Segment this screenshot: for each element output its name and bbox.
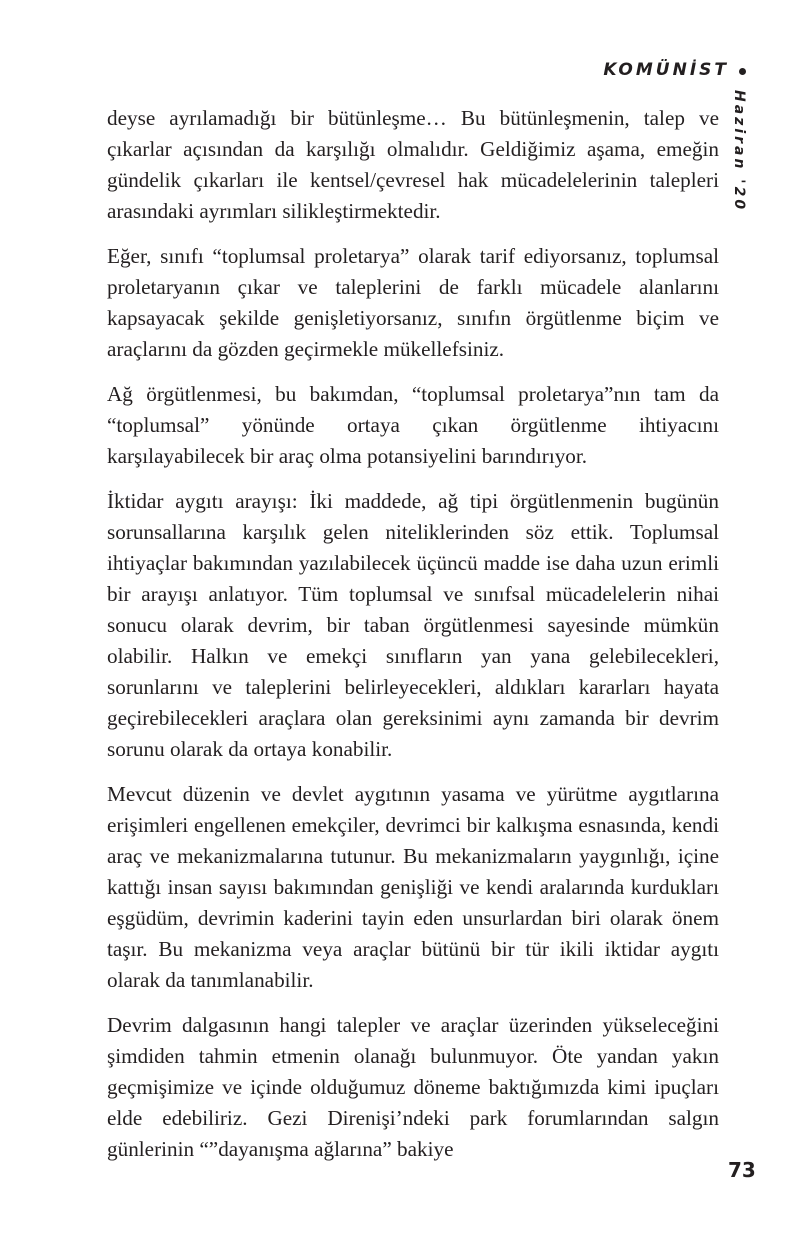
issue-label: Haziran '20 [731, 90, 747, 213]
paragraph: İktidar aygıtı arayışı: İki maddede, ağ tipi örgütlenmenin bugünün sorunsallarına karşılık gelen niteliklerinden söz ettik. Toplumsal ihtiyaçlar bakımından yazılabilecek üçüncü madde ise daha uzun erimli bir arayışı anlatıyor. Tüm toplumsal ve sınıfsal mücadelelerin nihai sonucu olarak devrim, bir taban örgütlenmesi sayesinde mümkün olabilir. Halkın ve emekçi sınıfların yan yana gelebilecekleri, sorunlarını ve taleplerini belirleyecekleri, aldıkları kararları hayata geçirebilecekleri araçlara olan gereksinimi aynı zamanda bir devrim sorunu olarak da ortaya konabilir. [107, 489, 719, 761]
paragraph: Devrim dalgasının hangi talepler ve araçlar üzerinden yükseleceğini şimdiden tahmin etmenin olanağı bulunmuyor. Öte yandan yakın geçmişimize ve içinde olduğumuz döneme baktığımızda kimi ipuçları elde edebiliriz. Gezi Direnişi’ndeki park forumlarından salgın günlerinin “”dayanışma ağlarına” bakiye [107, 1013, 719, 1161]
paragraph: deyse ayrılamadığı bir bütünleşme… Bu bütünleşmenin, talep ve çıkarlar açısından da karşılığı olmalıdır. Geldiğimiz aşama, emeğin gündelik çıkarları ile kentsel/çevresel hak mücadelelerinin talepleri arasındaki ayrımları silikleştirmektedir. [107, 106, 719, 223]
running-header [603, 60, 746, 80]
article-body [107, 103, 719, 1179]
paragraph: Eğer, sınıfı “toplumsal proletarya” olarak tarif ediyorsanız, toplumsal proletaryanın çıkar ve taleplerini de farklı mücadele alanlarını kapsayacak şekilde genişletiyorsanız, sınıfın örgütlenme biçim ve araçlarını da gözden geçirmekle mükellefsiniz. [107, 244, 719, 361]
paragraph: Ağ örgütlenmesi, bu bakımdan, “toplumsal proletarya”nın tam da “toplumsal” yönünde ortaya çıkan örgütlenme ihtiyacını karşılayabilecek bir araç olma potansiyelini barındırıyor. [107, 382, 719, 468]
page-number: 73 [728, 1158, 756, 1182]
paragraph: Mevcut düzenin ve devlet aygıtının yasama ve yürütme aygıtlarına erişimleri engellenen emekçiler, devrimci bir kalkışma esnasında, kendi araç ve mekanizmalarına tutunur. Bu mekanizmaların yaygınlığı, içine kattığı insan sayısı bakımından genişliği ve kendi aralarında kurdukları eşgüdüm, devrimin kaderini tayin eden unsurlardan biri olarak önem taşır. Bu mekanizma veya araçlar bütünü bir tür ikili iktidar aygıtı olarak da tanımlanabilir. [107, 782, 719, 992]
bullet-icon [739, 68, 746, 75]
magazine-name: KOMÜNİST [603, 60, 729, 80]
